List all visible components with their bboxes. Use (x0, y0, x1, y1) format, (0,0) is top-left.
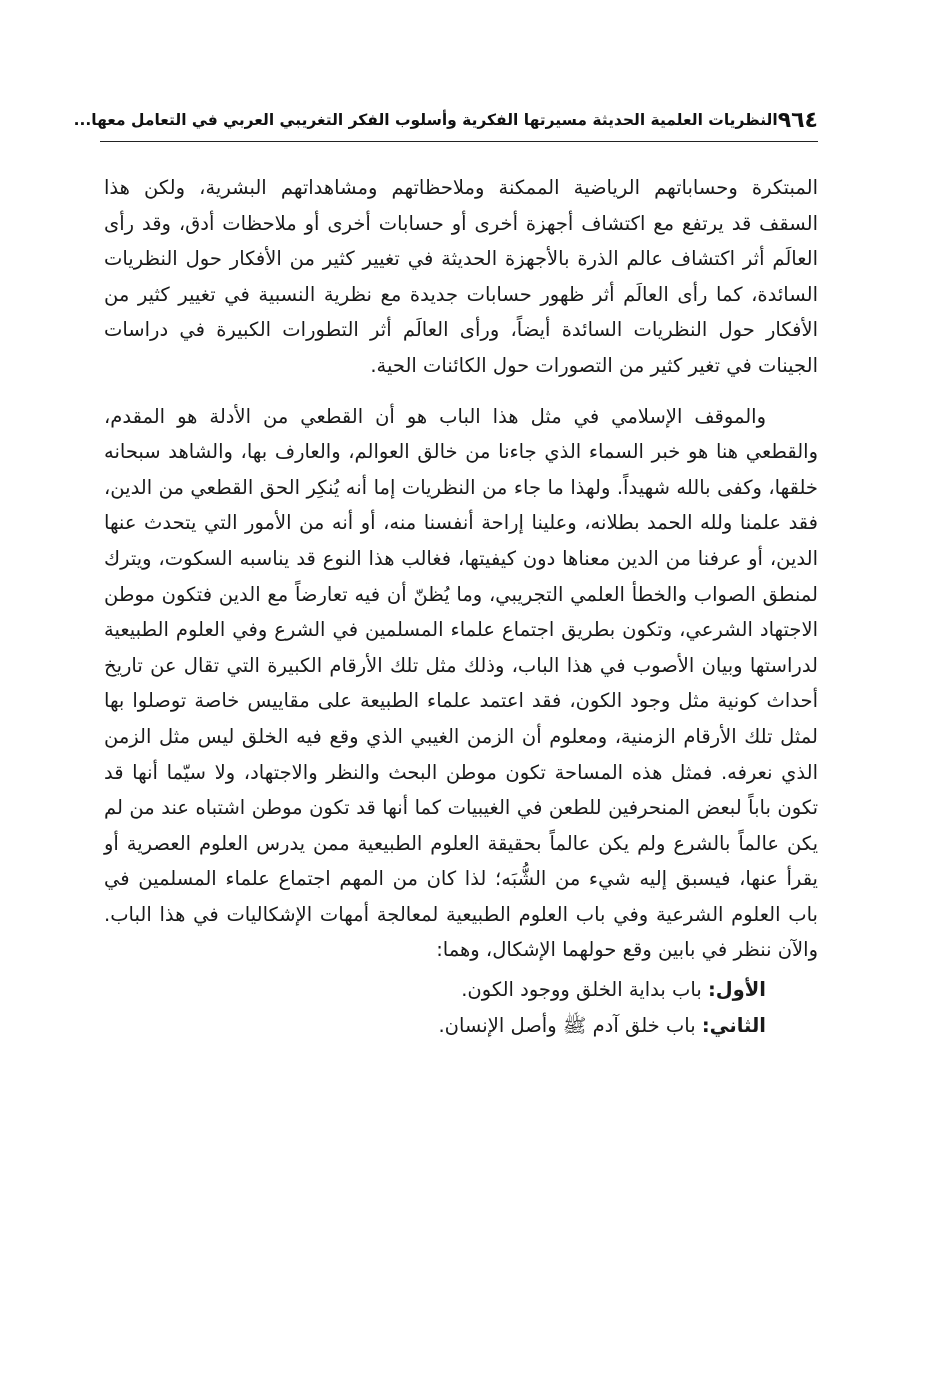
topics-list (104, 972, 818, 1043)
list-item-second (104, 1008, 818, 1044)
main-text (104, 170, 818, 1043)
paragraph-islamic-position: والموقف الإسلامي في مثل هذا الباب هو أن القطعي من الأدلة هو المقدم، والقطعي هنا هو خبر السماء الذي جاءنا من خالق العوالم، والعارف بها، والشاهد سبحانه خلقها، وكفى بالله شهيداً. ولهذا ما جاء من النظريات إما أنه يُنكِر الحق القطعي من الدين، فقد علمنا ولله الحمد بطلانه، وعلينا إراحة أنفسنا منه، أو أنه من الأمور التي يتحدث عنها الدين، أو عرفنا من الدين معناها دون كيفيتها، فغالب هذا النوع قد يناسبه السكوت، ويترك لمنطق الصواب والخطأ العلمي التجريبي، وما يُظنّ أن فيه تعارضاً مع الدين فتكون موطن الاجتهاد الشرعي، وتكون بطريق اجتماع علماء المسلمين في الشرع وفي العلوم الطبيعية لدراستها وبيان الأصوب في هذا الباب، وذلك مثل تلك الأرقام الكبيرة التي تقال عن تاريخ أحداث كونية مثل وجود الكون، فقد اعتمد علماء الطبيعة على مقاييس خاصة توصلوا بها لمثل تلك الأرقام الزمنية، ومعلوم أن الزمن الغيبي الذي وقع فيه الخلق ليس مثل الزمن الذي نعرفه. فمثل هذه المساحة تكون موطن البحث والنظر والاجتهاد، ولا سيّما أنها قد تكون باباً لبعض المنحرفين للطعن في الغيبيات كما أنها قد تكون موطن اشتباه عند من لم يكن عالماً بالشرع ولم يكن عالماً بحقيقة العلوم الطبيعية ممن يدرس العلوم العصرية أو يقرأ عنها، فيسبق إليه شيء من الشُّبَه؛ لذا كان من المهم اجتماع علماء المسلمين في باب العلوم الشرعية وفي باب العلوم الطبيعية لمعالجة أمهات الإشكاليات في هذا الباب. والآن ننظر في بابين وقع حولهما الإشكال، وهما: (104, 404, 818, 962)
running-title: النظريات العلمية الحديثة مسيرتها الفكرية وأسلوب الفكر التغريبي العربي في التعامل معها... (73, 111, 778, 129)
page-number: ٩٦٤ (777, 107, 818, 133)
list-item-first (104, 972, 818, 1008)
header-divider (100, 141, 818, 142)
list-text: باب خلق آدم ﷺ وأصل الإنسان. (438, 1013, 702, 1037)
list-text: باب بداية الخلق ووجود الكون. (461, 978, 708, 1002)
list-term: الأول: (707, 978, 766, 1002)
paragraph-continuation: المبتكرة وحساباتهم الرياضية الممكنة وملاحظاتهم ومشاهداتهم البشرية، ولكن هذا السقف قد يرتفع مع اكتشاف أجهزة أخرى أو حسابات أخرى أو ملاحظات أدق، وقد رأى العالَم أثر اكتشاف عالم الذرة بالأجهزة الحديثة في تغيير كثير من الأفكار حول النظريات السائدة، كما رأى العالَم أثر ظهور حسابات جديدة مع نظرية النسبية في تغيير كثير من الأفكار حول النظريات السائدة أيضاً، ورأى العالَم أثر التطورات الكبيرة في دراسات الجينات في تغير كثير من التصورات حول الكائنات الحية. (104, 176, 818, 377)
running-header (73, 100, 818, 140)
list-term: الثاني: (701, 1013, 766, 1037)
